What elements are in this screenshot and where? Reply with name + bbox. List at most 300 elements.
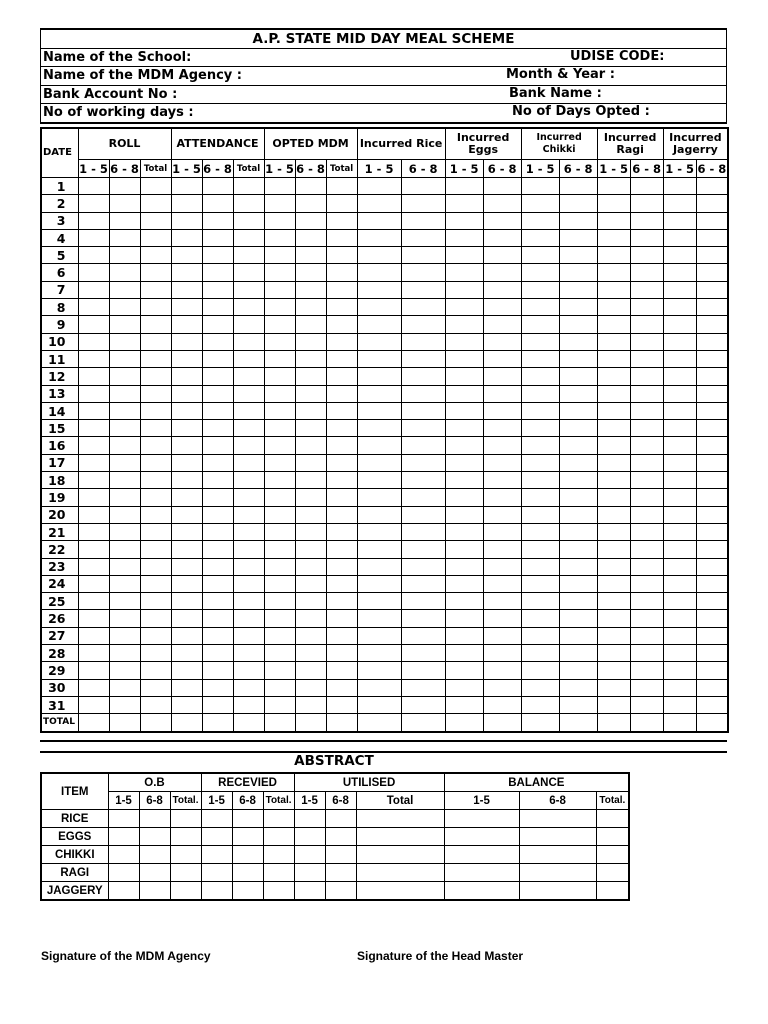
abstract-cell[interactable] <box>139 810 170 828</box>
entry-cell[interactable] <box>295 402 326 419</box>
abstract-cell[interactable] <box>294 864 325 882</box>
entry-cell[interactable] <box>483 437 521 454</box>
entry-cell[interactable] <box>663 558 696 575</box>
entry-cell[interactable] <box>140 610 171 627</box>
entry-cell[interactable] <box>202 420 233 437</box>
entry-cell[interactable] <box>521 247 559 264</box>
total-cell[interactable] <box>663 714 696 732</box>
entry-cell[interactable] <box>295 350 326 367</box>
entry-cell[interactable] <box>663 696 696 713</box>
abstract-cell[interactable] <box>232 864 263 882</box>
entry-cell[interactable] <box>171 593 202 610</box>
entry-cell[interactable] <box>630 645 663 662</box>
entry-cell[interactable] <box>559 264 597 281</box>
entry-cell[interactable] <box>233 454 264 471</box>
entry-cell[interactable] <box>630 679 663 696</box>
entry-cell[interactable] <box>202 696 233 713</box>
entry-cell[interactable] <box>295 575 326 592</box>
entry-cell[interactable] <box>264 541 295 558</box>
entry-cell[interactable] <box>109 247 140 264</box>
entry-cell[interactable] <box>696 212 728 229</box>
entry-cell[interactable] <box>171 212 202 229</box>
abstract-cell[interactable] <box>232 828 263 846</box>
entry-cell[interactable] <box>597 299 630 316</box>
entry-cell[interactable] <box>109 575 140 592</box>
entry-cell[interactable] <box>696 299 728 316</box>
entry-cell[interactable] <box>295 316 326 333</box>
entry-cell[interactable] <box>140 333 171 350</box>
entry-cell[interactable] <box>663 212 696 229</box>
entry-cell[interactable] <box>109 523 140 540</box>
entry-cell[interactable] <box>140 523 171 540</box>
entry-cell[interactable] <box>140 437 171 454</box>
entry-cell[interactable] <box>401 679 445 696</box>
entry-cell[interactable] <box>663 402 696 419</box>
entry-cell[interactable] <box>559 281 597 298</box>
entry-cell[interactable] <box>483 212 521 229</box>
entry-cell[interactable] <box>401 264 445 281</box>
entry-cell[interactable] <box>445 506 483 523</box>
entry-cell[interactable] <box>233 679 264 696</box>
entry-cell[interactable] <box>521 541 559 558</box>
entry-cell[interactable] <box>696 281 728 298</box>
entry-cell[interactable] <box>630 247 663 264</box>
entry-cell[interactable] <box>326 472 357 489</box>
entry-cell[interactable] <box>140 506 171 523</box>
entry-cell[interactable] <box>597 281 630 298</box>
entry-cell[interactable] <box>597 610 630 627</box>
entry-cell[interactable] <box>597 662 630 679</box>
entry-cell[interactable] <box>696 385 728 402</box>
entry-cell[interactable] <box>630 627 663 644</box>
entry-cell[interactable] <box>445 229 483 246</box>
abstract-cell[interactable] <box>444 864 519 882</box>
entry-cell[interactable] <box>521 523 559 540</box>
abstract-cell[interactable] <box>325 864 356 882</box>
entry-cell[interactable] <box>597 593 630 610</box>
entry-cell[interactable] <box>401 454 445 471</box>
entry-cell[interactable] <box>233 662 264 679</box>
entry-cell[interactable] <box>401 662 445 679</box>
entry-cell[interactable] <box>483 523 521 540</box>
entry-cell[interactable] <box>663 472 696 489</box>
entry-cell[interactable] <box>109 662 140 679</box>
entry-cell[interactable] <box>140 645 171 662</box>
entry-cell[interactable] <box>326 454 357 471</box>
entry-cell[interactable] <box>140 195 171 212</box>
entry-cell[interactable] <box>445 662 483 679</box>
entry-cell[interactable] <box>233 316 264 333</box>
entry-cell[interactable] <box>78 506 109 523</box>
entry-cell[interactable] <box>663 523 696 540</box>
entry-cell[interactable] <box>559 316 597 333</box>
abstract-cell[interactable] <box>232 846 263 864</box>
entry-cell[interactable] <box>559 506 597 523</box>
entry-cell[interactable] <box>109 264 140 281</box>
entry-cell[interactable] <box>483 420 521 437</box>
abstract-cell[interactable] <box>170 846 201 864</box>
entry-cell[interactable] <box>357 558 401 575</box>
entry-cell[interactable] <box>140 420 171 437</box>
entry-cell[interactable] <box>521 679 559 696</box>
entry-cell[interactable] <box>357 541 401 558</box>
entry-cell[interactable] <box>401 523 445 540</box>
entry-cell[interactable] <box>559 420 597 437</box>
entry-cell[interactable] <box>357 662 401 679</box>
entry-cell[interactable] <box>663 610 696 627</box>
entry-cell[interactable] <box>171 178 202 195</box>
entry-cell[interactable] <box>401 575 445 592</box>
entry-cell[interactable] <box>559 195 597 212</box>
entry-cell[interactable] <box>559 299 597 316</box>
entry-cell[interactable] <box>233 247 264 264</box>
entry-cell[interactable] <box>295 541 326 558</box>
abstract-cell[interactable] <box>519 846 596 864</box>
entry-cell[interactable] <box>696 316 728 333</box>
entry-cell[interactable] <box>597 368 630 385</box>
entry-cell[interactable] <box>202 350 233 367</box>
entry-cell[interactable] <box>630 195 663 212</box>
entry-cell[interactable] <box>326 264 357 281</box>
abstract-cell[interactable] <box>596 846 629 864</box>
entry-cell[interactable] <box>202 264 233 281</box>
entry-cell[interactable] <box>663 316 696 333</box>
entry-cell[interactable] <box>140 489 171 506</box>
entry-cell[interactable] <box>696 472 728 489</box>
entry-cell[interactable] <box>326 506 357 523</box>
abstract-cell[interactable] <box>139 864 170 882</box>
entry-cell[interactable] <box>171 696 202 713</box>
entry-cell[interactable] <box>521 178 559 195</box>
entry-cell[interactable] <box>78 489 109 506</box>
entry-cell[interactable] <box>326 541 357 558</box>
entry-cell[interactable] <box>326 316 357 333</box>
entry-cell[interactable] <box>521 575 559 592</box>
total-cell[interactable] <box>171 714 202 732</box>
entry-cell[interactable] <box>401 195 445 212</box>
entry-cell[interactable] <box>326 489 357 506</box>
entry-cell[interactable] <box>78 662 109 679</box>
entry-cell[interactable] <box>233 558 264 575</box>
entry-cell[interactable] <box>140 696 171 713</box>
entry-cell[interactable] <box>630 437 663 454</box>
entry-cell[interactable] <box>202 679 233 696</box>
entry-cell[interactable] <box>295 489 326 506</box>
entry-cell[interactable] <box>597 541 630 558</box>
entry-cell[interactable] <box>559 472 597 489</box>
entry-cell[interactable] <box>401 178 445 195</box>
entry-cell[interactable] <box>171 575 202 592</box>
entry-cell[interactable] <box>140 212 171 229</box>
entry-cell[interactable] <box>264 454 295 471</box>
entry-cell[interactable] <box>326 385 357 402</box>
total-cell[interactable] <box>559 714 597 732</box>
entry-cell[interactable] <box>401 420 445 437</box>
entry-cell[interactable] <box>401 368 445 385</box>
entry-cell[interactable] <box>630 281 663 298</box>
entry-cell[interactable] <box>521 472 559 489</box>
entry-cell[interactable] <box>78 593 109 610</box>
abstract-cell[interactable] <box>356 828 444 846</box>
abstract-cell[interactable] <box>108 810 139 828</box>
entry-cell[interactable] <box>78 679 109 696</box>
entry-cell[interactable] <box>295 178 326 195</box>
entry-cell[interactable] <box>233 212 264 229</box>
entry-cell[interactable] <box>521 558 559 575</box>
entry-cell[interactable] <box>559 696 597 713</box>
entry-cell[interactable] <box>233 575 264 592</box>
entry-cell[interactable] <box>264 178 295 195</box>
entry-cell[interactable] <box>295 247 326 264</box>
entry-cell[interactable] <box>326 645 357 662</box>
entry-cell[interactable] <box>202 247 233 264</box>
entry-cell[interactable] <box>357 627 401 644</box>
entry-cell[interactable] <box>171 454 202 471</box>
entry-cell[interactable] <box>401 281 445 298</box>
entry-cell[interactable] <box>445 212 483 229</box>
entry-cell[interactable] <box>264 247 295 264</box>
entry-cell[interactable] <box>109 437 140 454</box>
entry-cell[interactable] <box>696 696 728 713</box>
entry-cell[interactable] <box>445 645 483 662</box>
entry-cell[interactable] <box>630 558 663 575</box>
entry-cell[interactable] <box>483 333 521 350</box>
entry-cell[interactable] <box>663 454 696 471</box>
entry-cell[interactable] <box>326 627 357 644</box>
entry-cell[interactable] <box>630 402 663 419</box>
entry-cell[interactable] <box>483 593 521 610</box>
abstract-cell[interactable] <box>356 810 444 828</box>
entry-cell[interactable] <box>78 454 109 471</box>
entry-cell[interactable] <box>326 558 357 575</box>
total-cell[interactable] <box>233 714 264 732</box>
entry-cell[interactable] <box>559 247 597 264</box>
entry-cell[interactable] <box>401 489 445 506</box>
entry-cell[interactable] <box>521 506 559 523</box>
entry-cell[interactable] <box>140 662 171 679</box>
entry-cell[interactable] <box>663 662 696 679</box>
entry-cell[interactable] <box>233 472 264 489</box>
entry-cell[interactable] <box>597 437 630 454</box>
entry-cell[interactable] <box>696 368 728 385</box>
entry-cell[interactable] <box>521 385 559 402</box>
abstract-cell[interactable] <box>356 864 444 882</box>
entry-cell[interactable] <box>326 281 357 298</box>
entry-cell[interactable] <box>295 610 326 627</box>
total-cell[interactable] <box>202 714 233 732</box>
entry-cell[interactable] <box>597 195 630 212</box>
abstract-cell[interactable] <box>356 846 444 864</box>
entry-cell[interactable] <box>264 627 295 644</box>
entry-cell[interactable] <box>401 696 445 713</box>
abstract-cell[interactable] <box>596 882 629 901</box>
entry-cell[interactable] <box>483 247 521 264</box>
entry-cell[interactable] <box>202 178 233 195</box>
entry-cell[interactable] <box>696 575 728 592</box>
entry-cell[interactable] <box>109 195 140 212</box>
entry-cell[interactable] <box>78 402 109 419</box>
entry-cell[interactable] <box>445 420 483 437</box>
entry-cell[interactable] <box>326 247 357 264</box>
entry-cell[interactable] <box>445 627 483 644</box>
entry-cell[interactable] <box>663 679 696 696</box>
entry-cell[interactable] <box>357 247 401 264</box>
abstract-cell[interactable] <box>294 828 325 846</box>
entry-cell[interactable] <box>357 368 401 385</box>
entry-cell[interactable] <box>171 316 202 333</box>
total-cell[interactable] <box>696 714 728 732</box>
entry-cell[interactable] <box>521 437 559 454</box>
entry-cell[interactable] <box>445 368 483 385</box>
entry-cell[interactable] <box>202 489 233 506</box>
abstract-cell[interactable] <box>139 846 170 864</box>
abstract-cell[interactable] <box>170 810 201 828</box>
entry-cell[interactable] <box>483 489 521 506</box>
entry-cell[interactable] <box>401 472 445 489</box>
entry-cell[interactable] <box>202 523 233 540</box>
entry-cell[interactable] <box>295 420 326 437</box>
entry-cell[interactable] <box>445 299 483 316</box>
entry-cell[interactable] <box>445 558 483 575</box>
entry-cell[interactable] <box>663 368 696 385</box>
entry-cell[interactable] <box>630 541 663 558</box>
entry-cell[interactable] <box>597 472 630 489</box>
abstract-cell[interactable] <box>170 828 201 846</box>
entry-cell[interactable] <box>202 454 233 471</box>
entry-cell[interactable] <box>78 281 109 298</box>
entry-cell[interactable] <box>140 264 171 281</box>
entry-cell[interactable] <box>357 506 401 523</box>
entry-cell[interactable] <box>202 472 233 489</box>
entry-cell[interactable] <box>171 610 202 627</box>
entry-cell[interactable] <box>357 696 401 713</box>
entry-cell[interactable] <box>233 264 264 281</box>
abstract-cell[interactable] <box>139 882 170 901</box>
entry-cell[interactable] <box>559 212 597 229</box>
abstract-cell[interactable] <box>325 846 356 864</box>
entry-cell[interactable] <box>483 385 521 402</box>
entry-cell[interactable] <box>521 645 559 662</box>
entry-cell[interactable] <box>295 368 326 385</box>
entry-cell[interactable] <box>78 420 109 437</box>
entry-cell[interactable] <box>264 350 295 367</box>
entry-cell[interactable] <box>696 662 728 679</box>
entry-cell[interactable] <box>663 437 696 454</box>
entry-cell[interactable] <box>171 627 202 644</box>
entry-cell[interactable] <box>483 627 521 644</box>
entry-cell[interactable] <box>295 558 326 575</box>
total-cell[interactable] <box>521 714 559 732</box>
entry-cell[interactable] <box>401 402 445 419</box>
entry-cell[interactable] <box>559 368 597 385</box>
entry-cell[interactable] <box>78 195 109 212</box>
entry-cell[interactable] <box>401 645 445 662</box>
entry-cell[interactable] <box>326 299 357 316</box>
entry-cell[interactable] <box>357 489 401 506</box>
entry-cell[interactable] <box>559 541 597 558</box>
entry-cell[interactable] <box>445 350 483 367</box>
entry-cell[interactable] <box>171 489 202 506</box>
entry-cell[interactable] <box>264 420 295 437</box>
entry-cell[interactable] <box>202 316 233 333</box>
entry-cell[interactable] <box>78 645 109 662</box>
entry-cell[interactable] <box>264 558 295 575</box>
entry-cell[interactable] <box>630 212 663 229</box>
entry-cell[interactable] <box>663 350 696 367</box>
entry-cell[interactable] <box>401 541 445 558</box>
entry-cell[interactable] <box>663 281 696 298</box>
entry-cell[interactable] <box>521 662 559 679</box>
entry-cell[interactable] <box>326 437 357 454</box>
entry-cell[interactable] <box>295 333 326 350</box>
entry-cell[interactable] <box>326 523 357 540</box>
entry-cell[interactable] <box>233 506 264 523</box>
entry-cell[interactable] <box>140 368 171 385</box>
entry-cell[interactable] <box>357 679 401 696</box>
entry-cell[interactable] <box>171 333 202 350</box>
entry-cell[interactable] <box>233 523 264 540</box>
entry-cell[interactable] <box>326 212 357 229</box>
entry-cell[interactable] <box>109 281 140 298</box>
entry-cell[interactable] <box>109 316 140 333</box>
entry-cell[interactable] <box>663 264 696 281</box>
abstract-cell[interactable] <box>444 810 519 828</box>
entry-cell[interactable] <box>171 506 202 523</box>
entry-cell[interactable] <box>559 610 597 627</box>
entry-cell[interactable] <box>109 627 140 644</box>
entry-cell[interactable] <box>630 523 663 540</box>
entry-cell[interactable] <box>264 212 295 229</box>
entry-cell[interactable] <box>109 645 140 662</box>
entry-cell[interactable] <box>78 610 109 627</box>
entry-cell[interactable] <box>264 281 295 298</box>
entry-cell[interactable] <box>264 402 295 419</box>
entry-cell[interactable] <box>326 662 357 679</box>
entry-cell[interactable] <box>264 299 295 316</box>
entry-cell[interactable] <box>357 385 401 402</box>
abstract-cell[interactable] <box>139 828 170 846</box>
entry-cell[interactable] <box>630 454 663 471</box>
total-cell[interactable] <box>78 714 109 732</box>
entry-cell[interactable] <box>140 385 171 402</box>
entry-cell[interactable] <box>140 627 171 644</box>
entry-cell[interactable] <box>295 523 326 540</box>
entry-cell[interactable] <box>326 195 357 212</box>
entry-cell[interactable] <box>483 662 521 679</box>
entry-cell[interactable] <box>483 195 521 212</box>
entry-cell[interactable] <box>233 195 264 212</box>
entry-cell[interactable] <box>233 385 264 402</box>
entry-cell[interactable] <box>559 593 597 610</box>
entry-cell[interactable] <box>597 229 630 246</box>
entry-cell[interactable] <box>445 472 483 489</box>
entry-cell[interactable] <box>78 558 109 575</box>
entry-cell[interactable] <box>521 489 559 506</box>
abstract-cell[interactable] <box>108 864 139 882</box>
entry-cell[interactable] <box>559 437 597 454</box>
total-cell[interactable] <box>401 714 445 732</box>
entry-cell[interactable] <box>401 229 445 246</box>
entry-cell[interactable] <box>140 178 171 195</box>
abstract-cell[interactable] <box>263 864 294 882</box>
entry-cell[interactable] <box>264 523 295 540</box>
abstract-cell[interactable] <box>263 810 294 828</box>
entry-cell[interactable] <box>597 212 630 229</box>
entry-cell[interactable] <box>521 368 559 385</box>
entry-cell[interactable] <box>483 299 521 316</box>
entry-cell[interactable] <box>445 402 483 419</box>
entry-cell[interactable] <box>202 558 233 575</box>
